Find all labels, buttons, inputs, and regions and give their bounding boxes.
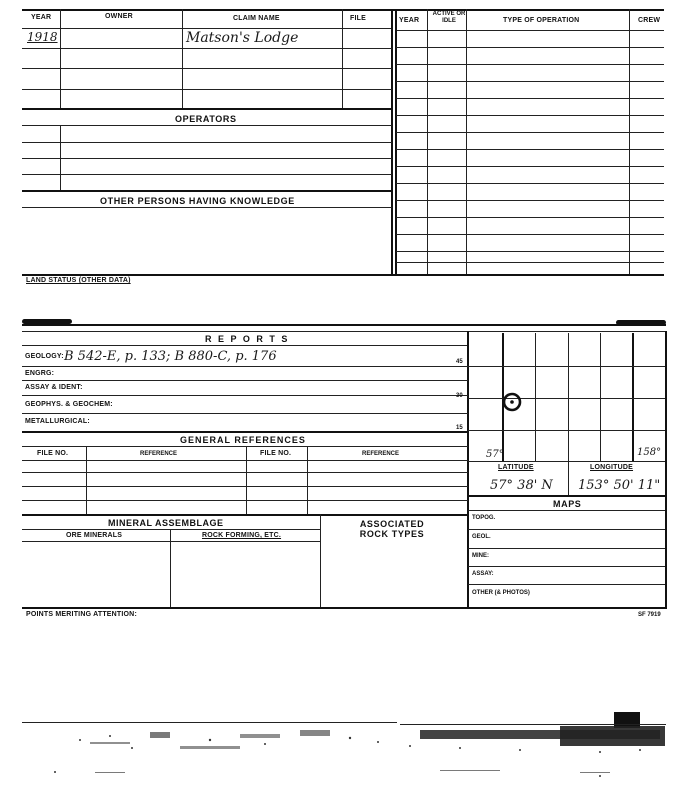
year-col-line (60, 9, 61, 109)
activity-year-header: YEAR (399, 17, 420, 24)
reports-top-border (22, 324, 666, 326)
activity-row-line (396, 234, 664, 235)
maps-other-label: OTHER (& PHOTOS) (472, 590, 530, 596)
grid-line-h (468, 461, 666, 462)
margin-number: 15 (456, 425, 463, 431)
activity-row-line (396, 262, 664, 263)
maps-row-line (468, 529, 666, 530)
geology-label: GEOLOGY: (25, 353, 64, 360)
activity-row-line (396, 183, 664, 184)
general-ref-header-line (22, 446, 468, 447)
associated-col-line (320, 514, 321, 607)
mineral-subheader-line (22, 541, 320, 542)
land-status-label: LAND STATUS (OTHER DATA) (26, 277, 131, 284)
report-row-line (22, 380, 468, 381)
grid-line-v (568, 333, 569, 461)
owner-col-line (182, 9, 183, 109)
activity-row-line (396, 166, 664, 167)
maps-assay-label: ASSAY: (472, 571, 494, 577)
gen-ref-reference-header-2: REFERENCE (362, 451, 400, 457)
general-references-title: GENERAL REFERENCES (180, 435, 306, 445)
gen-ref-col-line (307, 446, 308, 514)
gen-ref-file-no-header: FILE NO. (37, 450, 69, 457)
longitude-value: 153° 50' 11" (578, 478, 661, 493)
longitude-label: LONGITUDE (590, 464, 634, 471)
file-header: FILE (350, 15, 366, 22)
reports-title: R E P O R T S (205, 334, 290, 344)
gen-ref-reference-header: REFERENCE (140, 451, 178, 457)
margin-number: 30 (456, 393, 463, 399)
gen-ref-bottom-line (22, 514, 468, 516)
gen-ref-col-line (86, 446, 87, 514)
grid-line-h (468, 366, 666, 367)
maps-topog-label: TOPOG. (472, 515, 496, 521)
location-marker-icon (500, 390, 524, 414)
active-idle-line (466, 9, 467, 275)
activity-row-line (396, 64, 664, 65)
lat-corner-value: 57° (486, 449, 504, 460)
activity-header-line (396, 30, 664, 31)
claim-col-line (342, 9, 343, 109)
reports-top-border-2 (22, 331, 666, 332)
year-header: YEAR (31, 14, 52, 21)
center-divider-2 (395, 9, 397, 275)
reports-right-divider (467, 331, 469, 609)
claim-name-value: Matson's Lodge (186, 30, 299, 46)
reports-bottom-line (22, 431, 468, 433)
right-border (665, 331, 667, 609)
active-idle-header: ACTIVE OR IDLE (432, 11, 466, 24)
metallurgical-label: METALLURGICAL: (25, 418, 90, 425)
claim-year-value: 1918 (27, 30, 58, 44)
latitude-label: LATITUDE (498, 464, 534, 471)
report-row-line (22, 413, 468, 414)
maps-row-line (468, 566, 666, 567)
operator-row-line (22, 142, 392, 143)
other-persons-line (22, 207, 392, 208)
ore-minerals-header: ORE MINERALS (66, 532, 123, 539)
mineral-assemblage-title: MINERAL ASSEMBLAGE (108, 518, 224, 528)
rock-forming-header: ROCK FORMING, ETC. (202, 532, 282, 539)
mineral-col-line (170, 529, 171, 607)
type-of-operation-header: TYPE OF OPERATION (503, 17, 580, 24)
maps-row-line (468, 584, 666, 585)
maps-header-line (468, 510, 666, 511)
gen-ref-row-line (22, 486, 468, 487)
activity-row-line (396, 47, 664, 48)
other-persons-title: OTHER PERSONS HAVING KNOWLEDGE (100, 196, 295, 206)
reports-header-line (22, 345, 468, 346)
reports-section-bottom (22, 607, 666, 609)
mineral-header-line (22, 529, 320, 530)
lat-lon-divider (568, 461, 569, 495)
activity-row-line (396, 251, 664, 252)
grid-line-v (600, 333, 601, 461)
operators-bottom-line (22, 190, 392, 192)
maps-geol-label: GEOL. (472, 534, 491, 540)
gen-ref-file-no-header-2: FILE NO. (260, 450, 292, 457)
maps-row-line (468, 548, 666, 549)
engrg-label: ENGRG: (25, 370, 55, 377)
claims-header-line (22, 28, 392, 29)
gen-ref-row-line (22, 472, 468, 473)
gen-ref-row-line (22, 500, 468, 501)
lat-lon-bottom-line (468, 495, 666, 497)
activity-row-line (396, 98, 664, 99)
operators-header-line (22, 125, 392, 126)
lon-corner-value: 158° (637, 447, 662, 458)
claims-section-bottom (22, 274, 664, 276)
maps-title: MAPS (553, 499, 582, 509)
type-op-line (629, 9, 630, 275)
maps-mine-label: MINE: (472, 553, 489, 559)
report-row-line (22, 366, 468, 367)
claim-row-line (22, 48, 392, 49)
activity-row-line (396, 149, 664, 150)
scan-noise (0, 712, 678, 809)
latitude-value: 57° 38' N (490, 478, 553, 493)
claims-bottom-line (22, 108, 392, 110)
assay-label: ASSAY & IDENT: (25, 384, 83, 391)
margin-number: 45 (456, 359, 463, 365)
owner-header: OWNER (105, 13, 133, 20)
form-number: SF 7919 (638, 612, 661, 618)
grid-line-v (535, 333, 536, 461)
grid-line-h (468, 430, 666, 431)
geology-value: B 542-E, p. 133; B 880-C, p. 176 (64, 349, 277, 364)
crew-header: CREW (638, 17, 661, 24)
points-meriting-label: POINTS MERITING ATTENTION: (26, 611, 137, 618)
operators-title: OPERATORS (175, 114, 237, 124)
activity-year-line (427, 9, 428, 275)
gen-ref-col-line (246, 446, 247, 514)
report-row-line (22, 395, 468, 396)
top-border (22, 9, 664, 11)
activity-row-line (396, 200, 664, 201)
claim-row-line (22, 89, 392, 90)
activity-row-line (396, 217, 664, 218)
gen-ref-row-line (22, 460, 468, 461)
activity-row-line (396, 132, 664, 133)
activity-row-line (396, 115, 664, 116)
associated-rock-types-header: ASSOCIATED ROCK TYPES (359, 519, 425, 539)
operator-row-line (22, 174, 392, 175)
activity-row-line (396, 81, 664, 82)
operator-row-line (22, 158, 392, 159)
claim-row-line (22, 68, 392, 69)
grid-line-v (632, 333, 634, 461)
claim-name-header: CLAIM NAME (233, 15, 280, 22)
grid-line-h (468, 398, 666, 399)
geophys-label: GEOPHYS. & GEOCHEM: (25, 401, 113, 408)
operators-col-line (60, 125, 61, 190)
